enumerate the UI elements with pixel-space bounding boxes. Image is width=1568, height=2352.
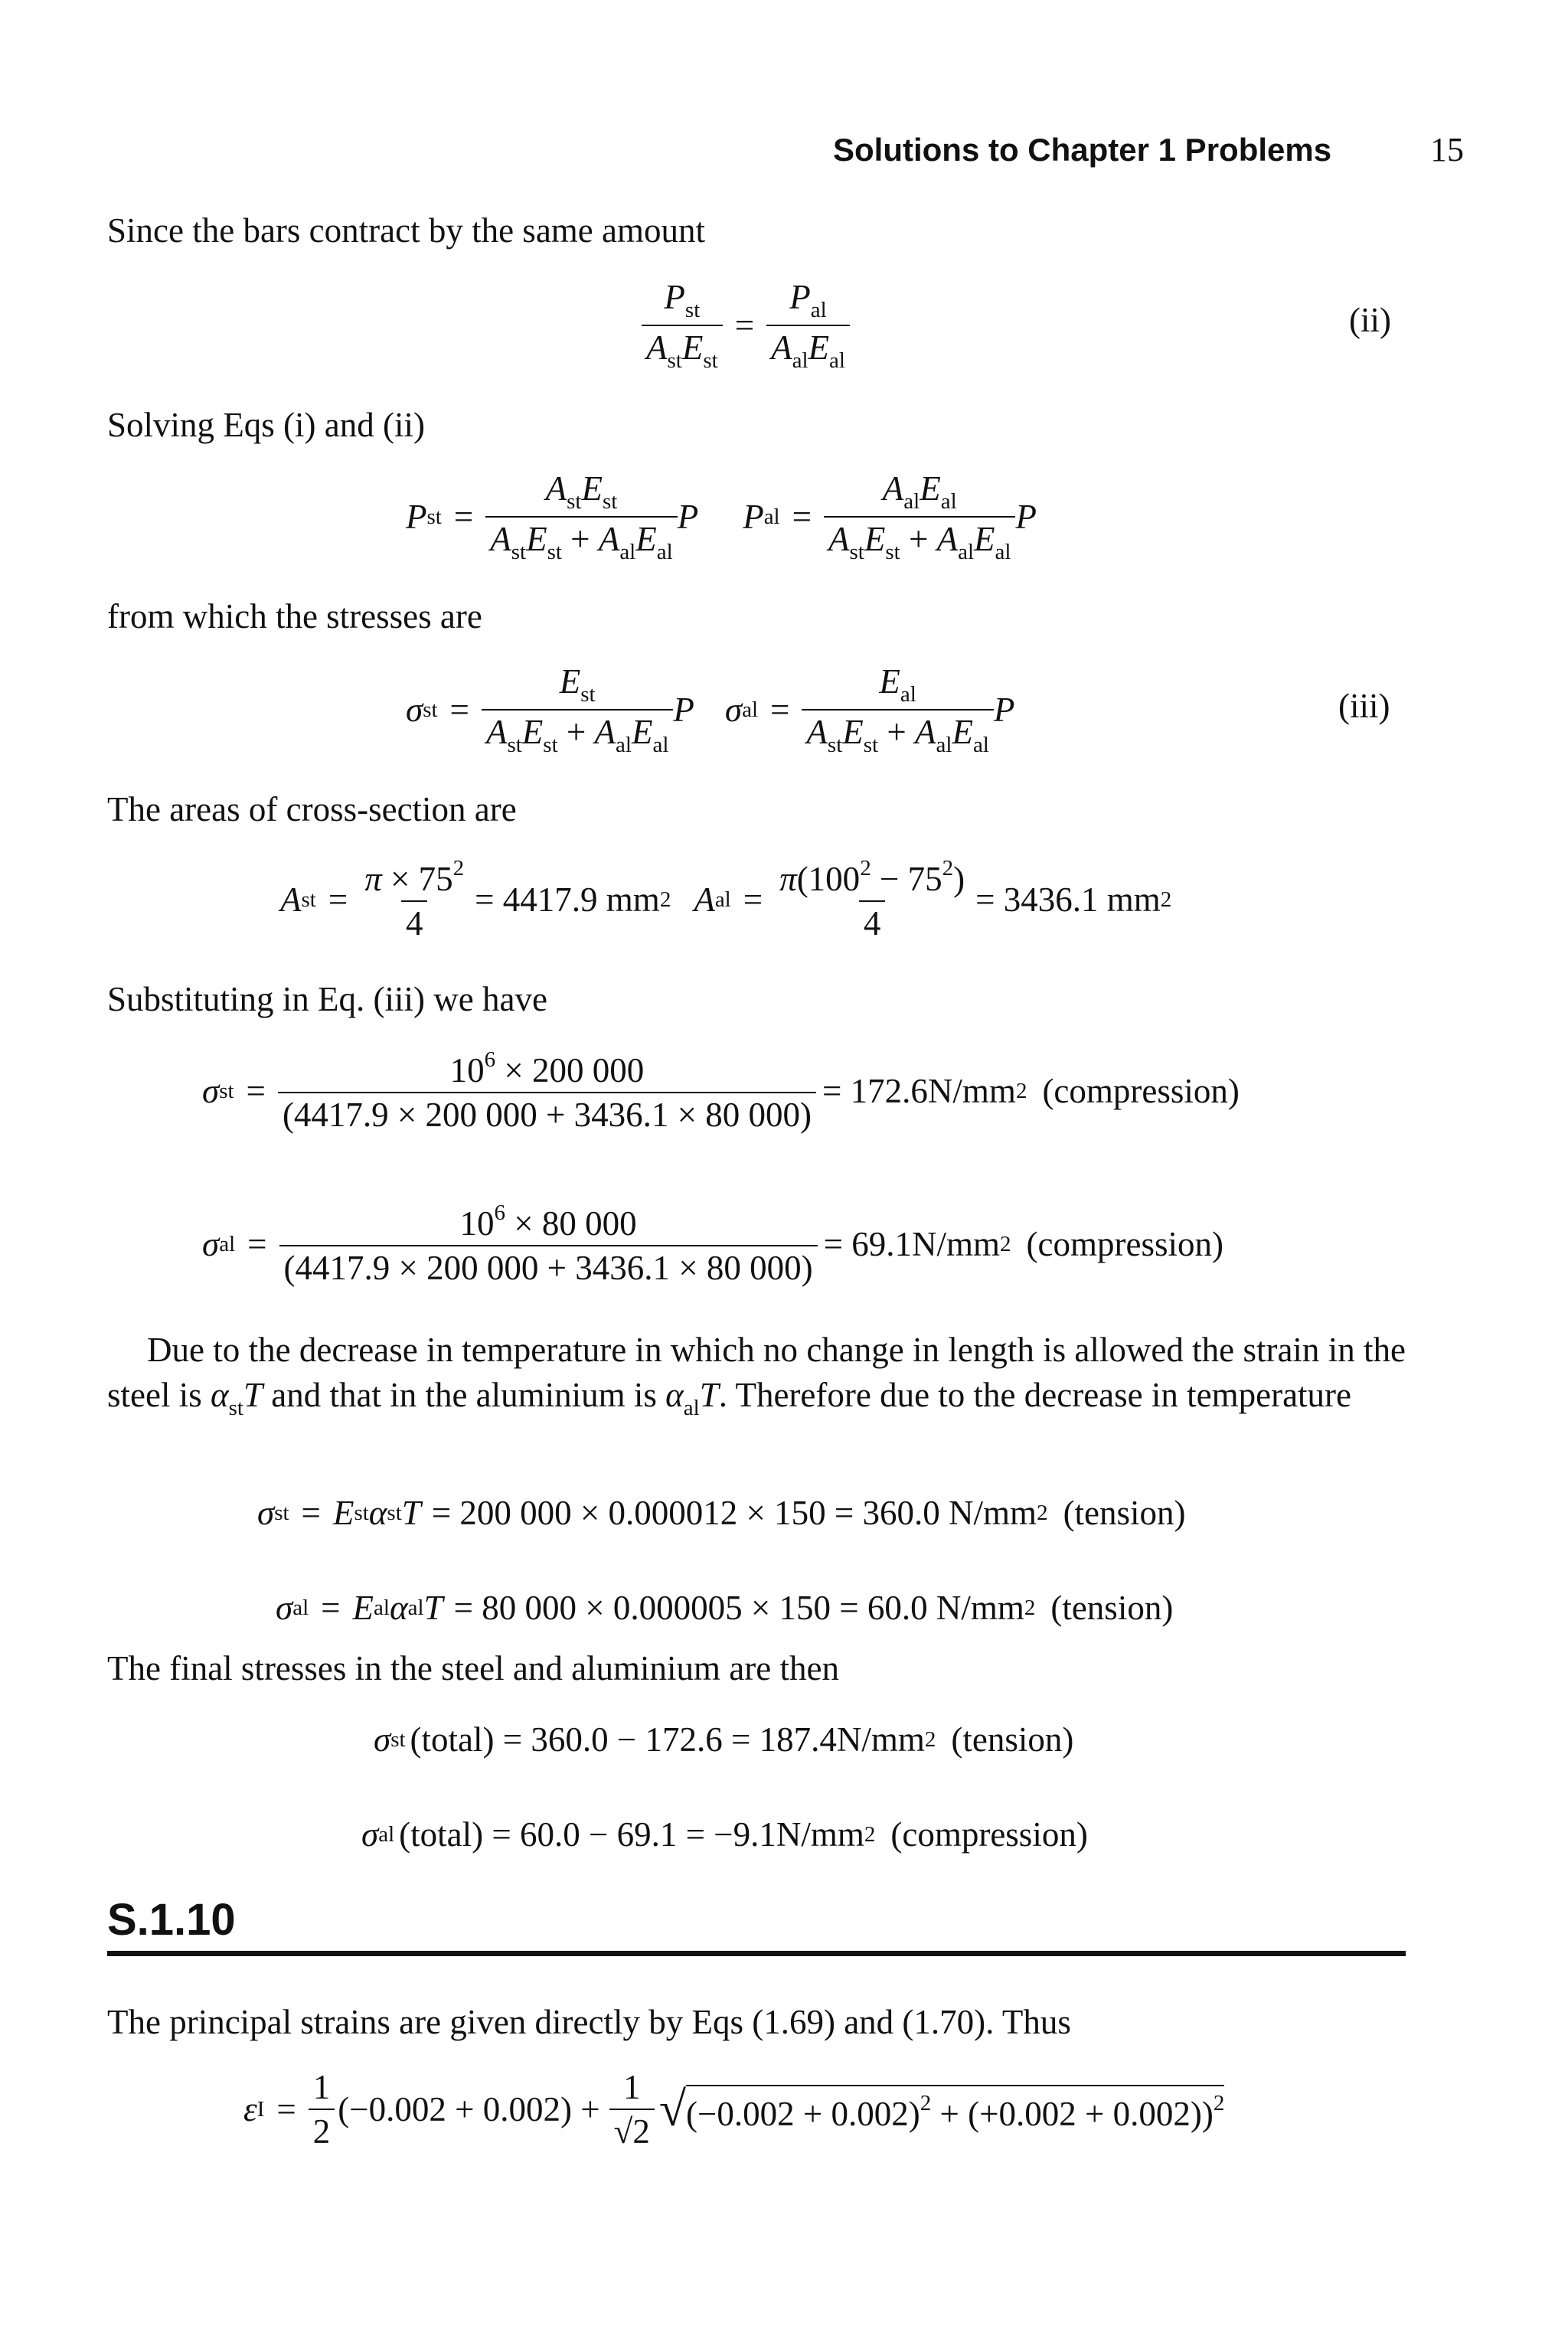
equation-total-al: σ al (total) = 60.0 − 69.1 = −9.1N/mm 2 (compression) bbox=[361, 1815, 1088, 1854]
paragraph-3: from which the stresses are bbox=[107, 597, 482, 635]
equation-loads: P st = $\frac{A_{st}E_{st}}{A_{st}E_{st} + A_{al}E_{al}}$ P P al = $\frac{A_{al}E_{al}}{A_{st}E_{st} + A_{al}E_{al}}$ P bbox=[406, 469, 1037, 564]
equation-thermal-al: σ al = E al α al T = 80 000 × 0.000005 × 150 = 60.0 N/mm 2 (tension) bbox=[276, 1589, 1174, 1627]
equation-total-st: σ st (total) = 360.0 − 172.6 = 187.4N/mm 2 (tension) bbox=[374, 1720, 1074, 1759]
page-number: 15 bbox=[1430, 131, 1464, 168]
equation-label-iii: (iii) bbox=[1338, 687, 1390, 725]
section-rule bbox=[107, 1951, 1406, 1956]
compression-label: (compression) bbox=[1026, 1225, 1223, 1263]
running-header: Solutions to Chapter 1 Problems bbox=[833, 132, 1332, 168]
equation-iii: σ st = $\frac{E_{st}}{A_{st}E_{st} + A_{al}E_{al}}$ P σ al = $\frac{E_{al}}{A_{st}E_{st} + A_{al}E_{al}}$ P bbox=[406, 662, 1015, 757]
paragraph-6: Due to the decrease in temperature in which no change in length is allowed the strain in the steel is $\alpha_{st}T$ and that in the aluminium is $\alpha_{al}T$. Therefore due to the decrease in temperature bbox=[107, 1331, 1406, 1420]
equation-sigma-al: σ al = $\frac{10^6 \times 80 000}{(4417.9 \times 200 000 + 3436.1 \times 80 000)}$ = 69.1N/mm 2 (compression) bbox=[202, 1200, 1223, 1287]
paragraph-2: Solving Eqs (i) and (ii) bbox=[107, 406, 425, 444]
equation-thermal-st: σ st = E st α st T = 200 000 × 0.000012 × 150 = 360.0 N/mm 2 (tension) bbox=[257, 1494, 1186, 1532]
paragraph-7: The final stresses in the steel and aluminium are then bbox=[107, 1649, 839, 1687]
paragraph-8: The principal strains are given directly by Eqs (1.69) and (1.70). Thus bbox=[107, 2003, 1071, 2041]
equation-label-ii: (ii) bbox=[1349, 301, 1391, 339]
equation-principal-strain: ε I = $\frac{1}{2}$ (−0.002 + 0.002) + $\frac{1}{√2}$ √ $(-0.002 + 0.002)^2 + (+0.002 + 0.002))^2$ bbox=[243, 2068, 1225, 2151]
equation-areas: A st = $\frac{\pi \times 75^2}{4}$ = 4417.9 mm 2 A al = $\frac{\pi(100^2 - 75^2)}{4}$ = 3436.1 mm 2 bbox=[280, 856, 1172, 942]
section-heading: S.1.10 bbox=[107, 1895, 236, 1945]
area-al-value: = 3436.1 mm bbox=[975, 880, 1161, 919]
equation-ii: $\frac{P_{st}}{A_{st}E_{st}}$ = $\frac{P_{al}}{A_{al}E_{al}}$ bbox=[642, 277, 850, 374]
sigma-al-result: = 69.1N/mm bbox=[823, 1225, 1001, 1263]
paragraph-4: The areas of cross-section are bbox=[107, 790, 517, 828]
paragraph-1: Since the bars contract by the same amount bbox=[107, 211, 705, 250]
equation-sigma-st: σ st = $\frac{10^6 \times 200 000}{(4417.9 \times 200 000 + 3436.1 \times 80 000)}$ = 172.6N/mm 2 (compression) bbox=[202, 1047, 1240, 1134]
compression-label: (compression) bbox=[1042, 1072, 1240, 1110]
sigma-st-result: = 172.6N/mm bbox=[822, 1072, 1016, 1110]
area-st-value: = 4417.9 mm bbox=[475, 880, 660, 919]
paragraph-5: Substituting in Eq. (iii) we have bbox=[107, 980, 547, 1018]
